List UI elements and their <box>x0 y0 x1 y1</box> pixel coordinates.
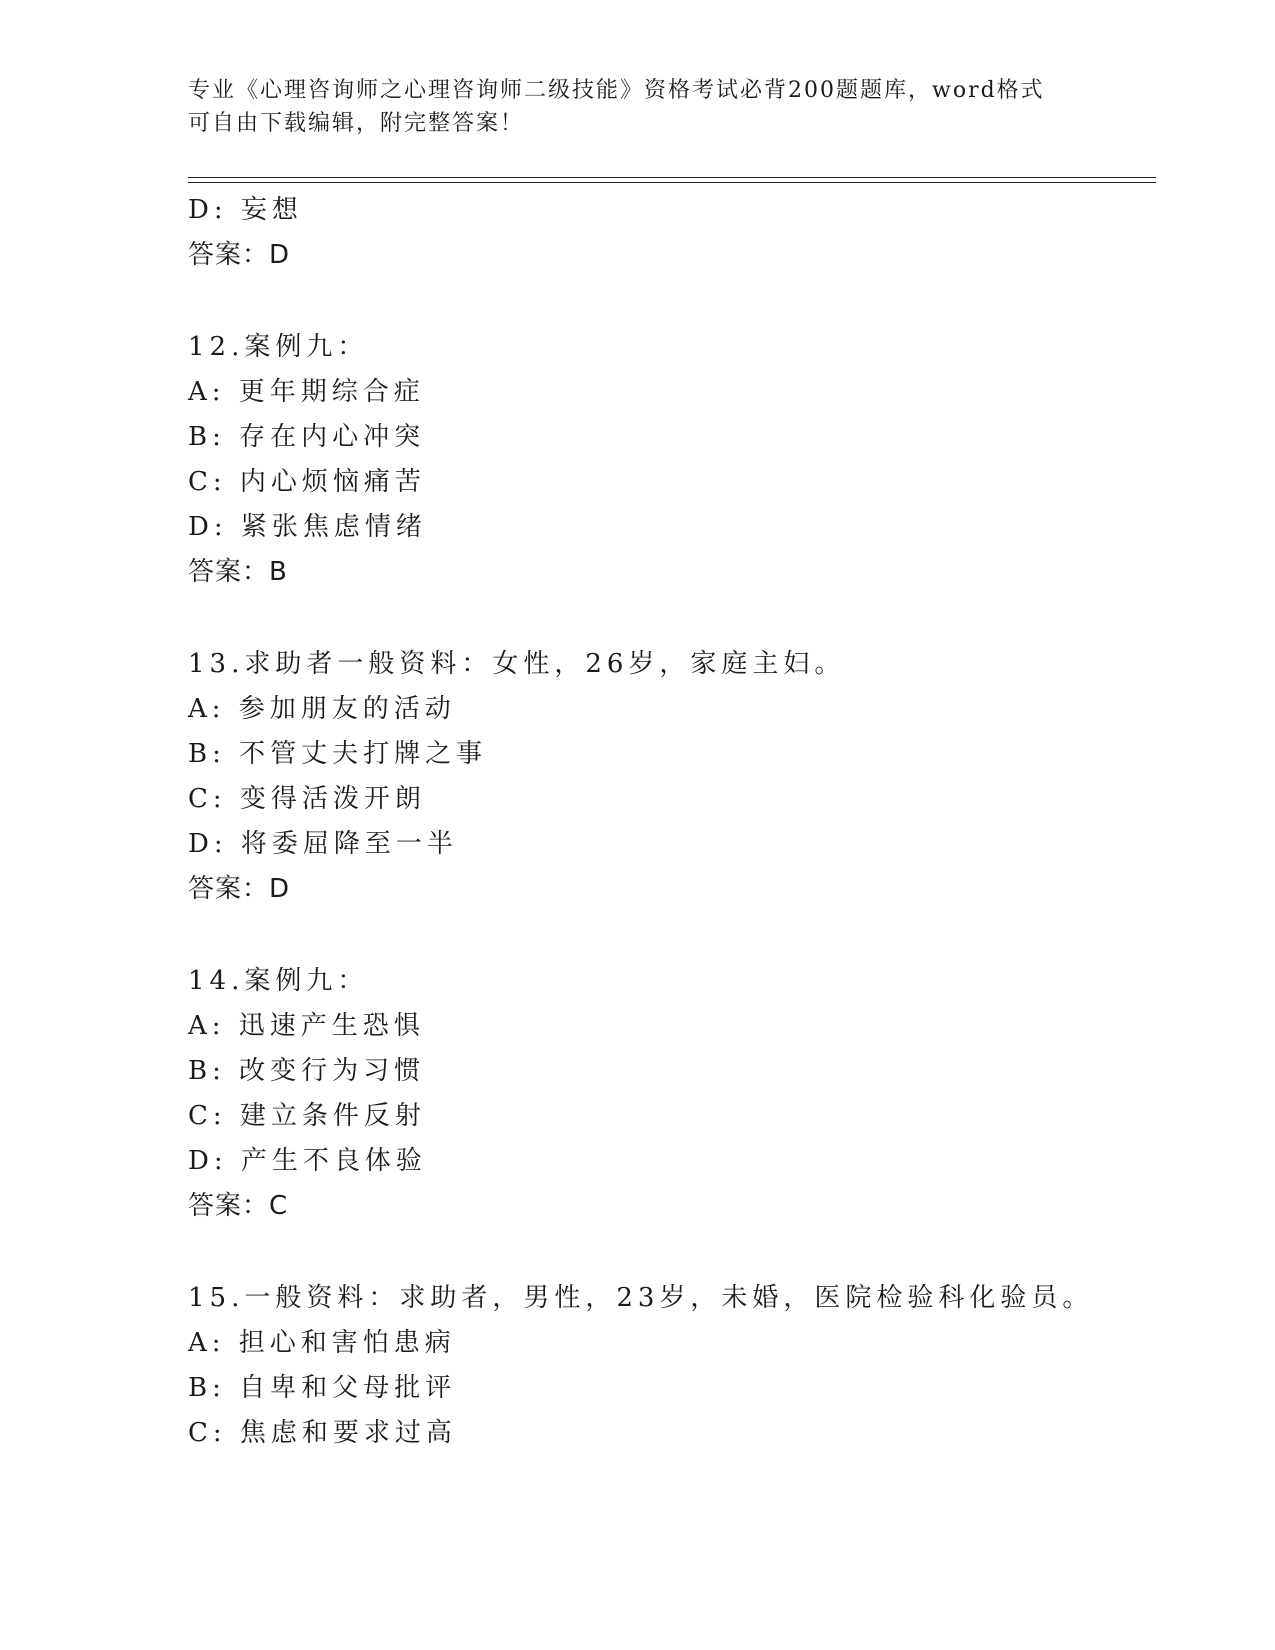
option-line: C: 焦虑和要求过高 <box>188 1418 457 1448</box>
option-line: C: 变得活泼开朗 <box>188 784 426 814</box>
option-line: B: 不管丈夫打牌之事 <box>188 739 488 769</box>
option-line: A: 担心和害怕患病 <box>188 1328 456 1358</box>
answer-line: 答案：B <box>188 557 288 587</box>
option-line: D: 紧张焦虑情绪 <box>188 512 427 542</box>
option-line: A: 迅速产生恐惧 <box>188 1011 425 1041</box>
option-line: B: 自卑和父母批评 <box>188 1373 457 1403</box>
option-line: A: 更年期综合症 <box>188 377 425 407</box>
answer-line: 答案：D <box>188 874 291 904</box>
question-line: 13.求助者一般资料：女性，26岁，家庭主妇。 <box>188 649 846 679</box>
document-header <box>188 74 1088 140</box>
question-line: 15.一般资料：求助者，男性，23岁，未婚，医院检验科化验员。 <box>188 1283 1094 1313</box>
header-rule-bottom <box>188 182 1156 183</box>
option-line: D: 产生不良体验 <box>188 1146 427 1176</box>
question-line: 12.案例九： <box>188 332 369 362</box>
option-line: B: 改变行为习惯 <box>188 1056 426 1086</box>
option-line: D: 将委屈降至一半 <box>188 829 458 859</box>
question-line: 14.案例九： <box>188 966 369 996</box>
answer-line: 答案：D <box>188 240 291 270</box>
answer-line: 答案：C <box>188 1191 289 1221</box>
header-line-2: 可自由下载编辑，附完整答案！ <box>188 111 525 136</box>
option-line: C: 建立条件反射 <box>188 1101 426 1131</box>
option-line: B: 存在内心冲突 <box>188 422 426 452</box>
option-line: D: 妄想 <box>188 195 303 225</box>
option-line: A: 参加朋友的活动 <box>188 694 456 724</box>
header-line-1: 专业《心理咨询师之心理咨询师二级技能》资格考试必背200题题库，word格式 <box>188 78 1045 103</box>
header-rule-top <box>188 177 1156 178</box>
option-line: C: 内心烦恼痛苦 <box>188 467 426 497</box>
